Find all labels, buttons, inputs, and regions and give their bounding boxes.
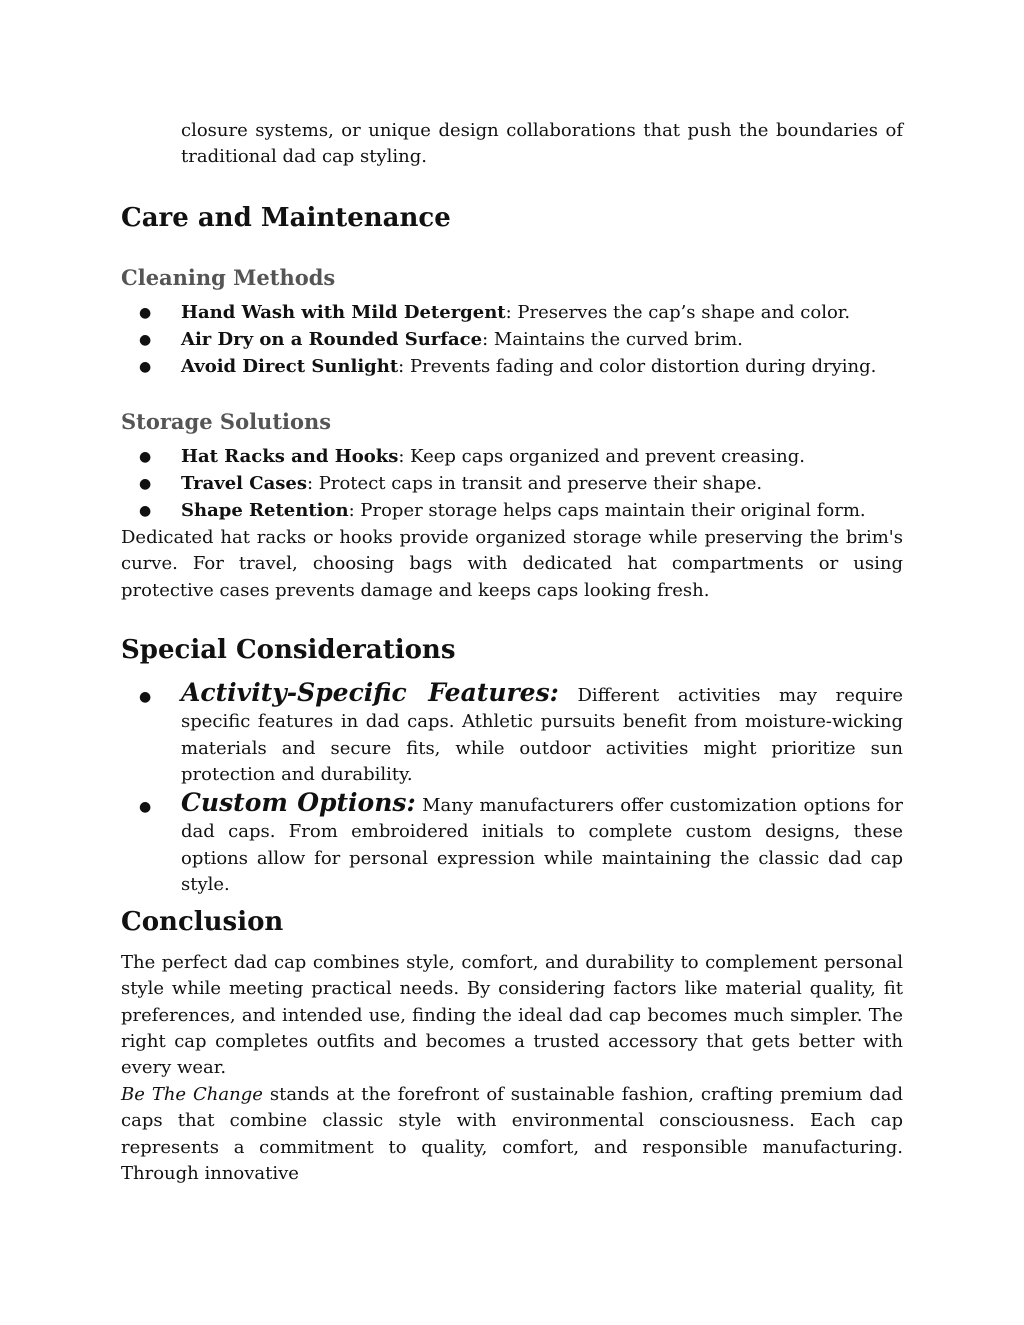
list-item: [121, 680, 903, 788]
list-item-desc: : Preserves the cap’s shape and color.: [505, 302, 851, 323]
bullet-icon: ●: [139, 358, 152, 375]
list-item-term: Air Dry on a Rounded Surface: [181, 328, 483, 350]
list-item: [121, 790, 903, 898]
list-item-term: Travel Cases: [181, 472, 307, 494]
list-item-desc: : Maintains the curved brim.: [482, 328, 743, 350]
cleaning-list: [121, 300, 903, 380]
list-item-desc: : Prevents fading and color distortion during drying.: [398, 355, 877, 377]
list-item: [121, 300, 903, 327]
intro-paragraph: closure systems, or unique design collaborations that push the boundaries of traditional dad cap styling.: [181, 120, 903, 168]
list-item-term: Hat Racks and Hooks: [181, 446, 399, 467]
bullet-icon: ●: [139, 449, 152, 465]
brand-paragraph: [121, 1082, 903, 1187]
bullet-icon: ●: [139, 799, 152, 816]
storage-paragraph: Dedicated hat racks or hooks provide organized storage while preserving the brim's curve. For travel, choosing bags with dedicated hat compartments or using protective cases prevents damage and keeps caps looking fresh.: [121, 527, 903, 601]
list-item-desc: : Proper storage helps caps maintain their original form.: [348, 499, 866, 521]
list-item-desc: : Protect caps in transit and preserve their shape.: [306, 472, 763, 494]
list-item: [121, 444, 903, 471]
bullet-icon: ●: [139, 689, 152, 705]
bullet-icon: ●: [139, 475, 152, 492]
list-item: [121, 498, 903, 525]
cleaning-heading: Cleaning Methods: [121, 265, 336, 290]
list-item-desc: Many manufacturers offer customization options for dad caps. From embroidered initials to complete custom designs, these options allow for personal expression while maintaining the classic dad cap style.: [181, 795, 903, 896]
conclusion-paragraph: The perfect dad cap combines style, comfort, and durability to complement personal style while meeting practical needs. By considering factors like material quality, fit preferences, and intended use, finding the ideal dad cap becomes much simpler. The right cap completes outfits and becomes a trusted accessory that gets better with every wear.: [121, 952, 903, 1079]
list-item-term: Shape Retention: [181, 499, 349, 521]
list-item: [121, 327, 903, 354]
bullet-icon: ●: [139, 502, 152, 519]
list-item: [121, 471, 903, 498]
list-item-term: Activity-Specific Features:: [181, 678, 559, 707]
bullet-icon: ●: [139, 331, 152, 348]
brand-text: stands at the forefront of sustainable fashion, crafting premium dad caps that combine classic style with environmental consciousness. Each cap represents a commitment to quality, comfort, and responsible manufacturing. Through innovative: [121, 1084, 903, 1184]
list-item-desc: Different activities may require specific features in dad caps. Athletic pursuits benefit from moisture-wicking materials and secure fits, while outdoor activities might prioritize sun protection and durability.: [181, 685, 904, 785]
special-list: [121, 680, 903, 898]
care-heading: Care and Maintenance: [121, 203, 451, 233]
list-item-term: Hand Wash with Mild Detergent: [181, 302, 506, 323]
storage-heading: Storage Solutions: [121, 409, 332, 434]
storage-list: [121, 444, 903, 524]
brand-name: Be The Change: [121, 1084, 263, 1105]
conclusion-heading: Conclusion: [121, 907, 284, 937]
list-item-term: Custom Options:: [181, 788, 416, 818]
list-item-desc: : Keep caps organized and prevent creasing.: [398, 446, 805, 467]
bullet-icon: ●: [139, 305, 152, 321]
list-item: [121, 354, 903, 381]
special-heading: Special Considerations: [121, 635, 456, 665]
list-item-term: Avoid Direct Sunlight: [181, 355, 399, 377]
